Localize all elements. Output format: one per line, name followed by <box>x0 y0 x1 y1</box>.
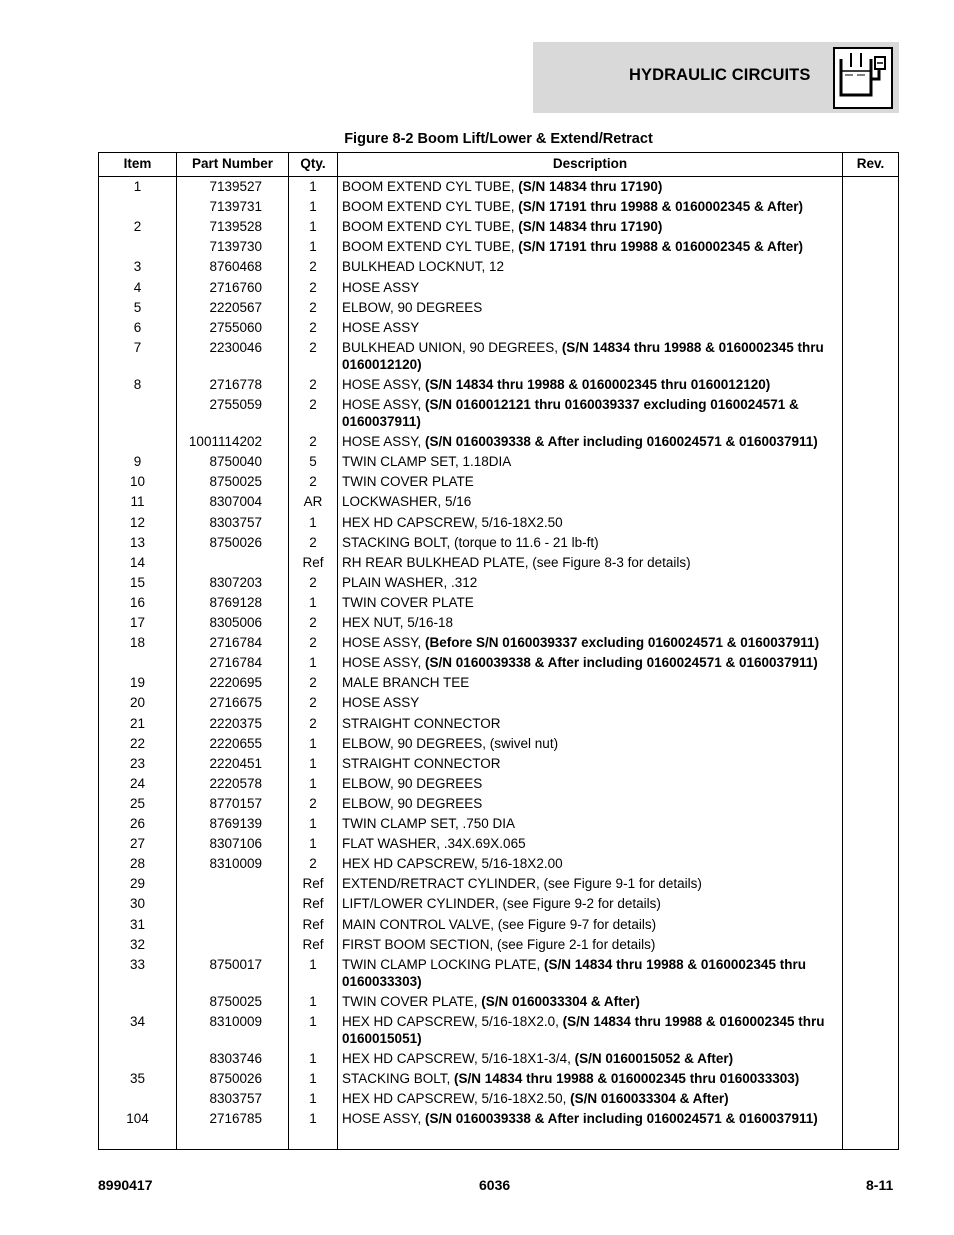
quantity: AR <box>303 494 323 510</box>
item-number: 35 <box>129 1071 146 1087</box>
description <box>342 299 840 316</box>
description-text: HOSE ASSY <box>342 695 420 711</box>
quantity: 1 <box>309 239 317 255</box>
description-text: STRAIGHT CONNECTOR <box>342 715 501 731</box>
description-text: HEX HD CAPSCREW, 5/16-18X2.50, <box>342 1091 571 1107</box>
item-number: 25 <box>129 795 146 811</box>
footer-document-number: 8990417 <box>98 1177 153 1193</box>
description-text: HEX HD CAPSCREW, 5/16-18X2.0, <box>342 1013 563 1029</box>
description-text: FLAT WASHER, .34X.69X.065 <box>342 836 526 852</box>
table-row <box>99 376 898 396</box>
description <box>342 198 840 215</box>
description <box>342 574 840 591</box>
description-text: ELBOW, 90 DEGREES <box>342 795 483 811</box>
description-text: STRAIGHT CONNECTOR <box>342 755 501 771</box>
item-number: 18 <box>129 635 146 651</box>
description <box>342 614 840 631</box>
description-text: LOCKWASHER, 5/16 <box>342 494 472 510</box>
description-text: BULKHEAD LOCKNUT, 12 <box>342 259 505 275</box>
item-number: 104 <box>126 1111 149 1127</box>
column-header-description: Description <box>552 156 628 171</box>
table-row <box>99 795 898 815</box>
quantity: 1 <box>309 179 317 194</box>
column-header-rev: Rev. <box>856 156 885 171</box>
description-text: HOSE ASSY <box>342 279 420 295</box>
part-number: 2716784 <box>209 635 262 651</box>
item-number: 14 <box>129 554 146 570</box>
serial-range: (S/N 0160039338 & After including 0160024571 & 0160037911) <box>425 434 818 450</box>
description-text: HOSE ASSY, <box>342 635 426 651</box>
quantity: Ref <box>302 876 324 892</box>
description <box>342 916 840 933</box>
description <box>342 715 840 732</box>
table-row <box>99 299 898 319</box>
table-row <box>99 835 898 855</box>
description <box>342 674 840 691</box>
description <box>342 433 840 450</box>
footer-page-number: 8-11 <box>866 1177 894 1193</box>
description <box>342 634 840 651</box>
part-number: 2220578 <box>209 775 262 791</box>
table-row <box>99 815 898 835</box>
description <box>342 1090 840 1107</box>
description <box>342 453 840 470</box>
quantity: 1 <box>309 836 317 852</box>
description-text: HOSE ASSY <box>342 319 420 335</box>
quantity: 2 <box>309 534 317 550</box>
serial-range: (S/N 14834 thru 19988 & 0160002345 thru 0160012120) <box>425 376 771 392</box>
serial-range: (S/N 0160039338 & After including 0160024571 & 0160037911) <box>425 655 818 671</box>
description-text: BOOM EXTEND CYL TUBE, <box>342 179 519 194</box>
table-row <box>99 258 898 278</box>
serial-range: (S/N 0160015052 & After) <box>574 1051 734 1066</box>
description <box>342 493 840 510</box>
table-row <box>99 654 898 674</box>
part-number: 8307106 <box>209 836 262 852</box>
quantity: Ref <box>302 936 324 952</box>
description-text: HEX NUT, 5/16-18 <box>342 615 454 630</box>
item-number: 2 <box>133 219 142 235</box>
description-text: TWIN CLAMP SET, 1.18DIA <box>342 454 512 470</box>
part-number: 8750026 <box>209 534 262 550</box>
table-row <box>99 916 898 936</box>
description <box>342 755 840 772</box>
serial-range: (S/N 0160033304 & After) <box>481 993 640 1009</box>
item-number: 31 <box>129 916 146 932</box>
table-row <box>99 674 898 694</box>
description <box>342 1050 840 1067</box>
part-number: 2716760 <box>209 279 262 295</box>
part-number: 8760468 <box>209 259 262 275</box>
item-number: 30 <box>129 896 146 912</box>
section-header <box>533 42 899 113</box>
serial-range: (Before S/N 0160039337 excluding 0160024571 & 0160037911) <box>425 635 820 651</box>
footer-model: 6036 <box>479 1177 511 1193</box>
description <box>342 1110 840 1127</box>
table-row <box>99 694 898 714</box>
description <box>342 956 840 990</box>
table-row <box>99 1090 898 1110</box>
item-number: 6 <box>133 319 142 335</box>
item-number: 23 <box>129 755 146 771</box>
description <box>342 936 840 953</box>
serial-range: (S/N 14834 thru 19988 & 0160002345 thru 0160033303) <box>454 1071 800 1087</box>
item-number: 5 <box>133 299 142 315</box>
quantity: 2 <box>309 259 317 275</box>
description-text: BOOM EXTEND CYL TUBE, <box>342 239 519 255</box>
description <box>342 735 840 752</box>
part-number: 8750026 <box>209 1071 262 1087</box>
description-text: MAIN CONTROL VALVE, (see Figure 9-7 for details) <box>342 916 657 932</box>
quantity: Ref <box>302 554 324 570</box>
table-row <box>99 855 898 875</box>
description <box>342 376 840 393</box>
description <box>342 795 840 812</box>
part-number: 7139730 <box>209 239 262 255</box>
quantity: 1 <box>309 1071 317 1087</box>
column-header-item: Item <box>123 156 152 171</box>
item-number: 26 <box>129 816 146 831</box>
table-row <box>99 956 898 993</box>
item-number: 21 <box>129 715 146 731</box>
part-number: 8310009 <box>209 856 262 872</box>
description <box>342 218 840 235</box>
quantity: 2 <box>309 675 317 691</box>
quantity: 1 <box>309 993 317 1009</box>
description-text: RH REAR BULKHEAD PLATE, (see Figure 8-3 for details) <box>342 554 691 570</box>
description <box>342 654 840 671</box>
quantity: 1 <box>309 816 317 831</box>
part-number: 1001114202 <box>188 434 262 450</box>
part-number: 7139528 <box>209 219 262 235</box>
quantity: Ref <box>302 916 324 932</box>
quantity: 2 <box>309 319 317 335</box>
section-title: HYDRAULIC CIRCUITS <box>629 66 811 84</box>
part-number: 8750025 <box>209 474 262 490</box>
table-row <box>99 493 898 513</box>
part-number: 7139527 <box>209 179 262 194</box>
description <box>342 594 840 611</box>
description-text: STACKING BOLT, <box>342 1071 455 1087</box>
part-number: 7139731 <box>209 199 262 215</box>
item-number: 20 <box>129 695 146 711</box>
column-header-qty: Qty. <box>300 156 326 171</box>
quantity: 2 <box>309 856 317 872</box>
table-row <box>99 715 898 735</box>
description-text: TWIN CLAMP LOCKING PLATE, <box>342 956 545 972</box>
quantity: 5 <box>309 454 317 470</box>
quantity: 2 <box>309 574 317 590</box>
part-number: 8750017 <box>209 956 262 972</box>
part-number: 8750040 <box>209 454 262 470</box>
part-number: 2220655 <box>209 735 262 751</box>
quantity: 2 <box>309 615 317 630</box>
description-text: LIFT/LOWER CYLINDER, (see Figure 9-2 for details) <box>342 896 661 912</box>
table-row <box>99 1050 898 1070</box>
table-row <box>99 198 898 218</box>
quantity: 1 <box>309 1051 317 1066</box>
quantity: 2 <box>309 376 317 392</box>
quantity: 1 <box>309 594 317 610</box>
description <box>342 514 840 531</box>
description <box>342 279 840 296</box>
description-text: TWIN COVER PLATE, <box>342 993 482 1009</box>
item-number: 32 <box>129 936 146 952</box>
table-row <box>99 433 898 453</box>
part-number: 2716778 <box>209 376 262 392</box>
part-number: 2755060 <box>209 319 262 335</box>
description <box>342 534 840 551</box>
description-text: ELBOW, 90 DEGREES <box>342 299 483 315</box>
part-number: 8303757 <box>209 1091 262 1107</box>
serial-range: (S/N 0160033304 & After) <box>570 1091 729 1107</box>
quantity: 1 <box>309 755 317 771</box>
description <box>342 339 840 373</box>
table-row <box>99 594 898 614</box>
item-number: 17 <box>129 615 146 630</box>
table-row <box>99 574 898 594</box>
serial-range: (S/N 0160012121 thru 0160039337 excluding 0160024571 & 0160037911) <box>342 397 799 429</box>
description-text: HEX HD CAPSCREW, 5/16-18X1-3/4, <box>342 1051 575 1066</box>
quantity: 1 <box>309 735 317 751</box>
description <box>342 1013 840 1047</box>
part-number: 2220451 <box>209 755 262 771</box>
description-text: ELBOW, 90 DEGREES, (swivel nut) <box>342 735 559 751</box>
table-row <box>99 936 898 956</box>
item-number: 4 <box>133 279 142 295</box>
table-row <box>99 319 898 339</box>
quantity: 1 <box>309 199 317 215</box>
serial-range: (S/N 14834 thru 19988 & 0160002345 thru 0160033303) <box>342 956 806 989</box>
part-number: 8750025 <box>209 993 262 1009</box>
item-number: 28 <box>129 856 146 872</box>
quantity: 1 <box>309 514 317 530</box>
table-row <box>99 339 898 376</box>
part-number: 8770157 <box>209 795 262 811</box>
table-row <box>99 218 898 238</box>
part-number: 2220375 <box>209 715 262 731</box>
description-text: HOSE ASSY, <box>342 434 426 450</box>
description <box>342 815 840 832</box>
description-text: BOOM EXTEND CYL TUBE, <box>342 219 519 235</box>
quantity: 1 <box>309 956 317 972</box>
description-text: HOSE ASSY, <box>342 397 426 412</box>
part-number: 8303746 <box>209 1051 262 1066</box>
table-row <box>99 755 898 775</box>
part-number: 8769139 <box>209 816 262 831</box>
quantity: 2 <box>309 434 317 450</box>
quantity: 1 <box>309 775 317 791</box>
column-header-part-number: Part Number <box>191 156 274 171</box>
table-row <box>99 614 898 634</box>
part-number: 2755059 <box>209 397 262 412</box>
serial-range: (S/N 0160039338 & After including 0160024571 & 0160037911) <box>425 1111 818 1127</box>
serial-range: (S/N 17191 thru 19988 & 0160002345 & After) <box>518 239 803 255</box>
description-text: HEX HD CAPSCREW, 5/16-18X2.50 <box>342 514 563 530</box>
item-number: 13 <box>129 534 146 550</box>
description-text: STACKING BOLT, (torque to 11.6 - 21 lb-ft) <box>342 534 599 550</box>
description-text: PLAIN WASHER, .312 <box>342 574 478 590</box>
item-number: 27 <box>129 836 146 852</box>
item-number: 1 <box>133 179 142 194</box>
part-number: 2716785 <box>209 1111 262 1127</box>
item-number: 15 <box>129 574 146 590</box>
description-text: BULKHEAD UNION, 90 DEGREES, <box>342 339 562 355</box>
description <box>342 694 840 711</box>
quantity: 2 <box>309 635 317 651</box>
table-row <box>99 178 898 198</box>
description <box>342 319 840 336</box>
quantity: 2 <box>309 279 317 295</box>
item-number: 16 <box>129 594 146 610</box>
quantity: 2 <box>309 474 317 490</box>
part-number: 2220567 <box>209 299 262 315</box>
part-number: 2716784 <box>209 655 262 671</box>
quantity: 2 <box>309 695 317 711</box>
description <box>342 396 840 430</box>
quantity: 1 <box>309 655 317 671</box>
serial-range: (S/N 14834 thru 17190) <box>518 219 663 235</box>
description <box>342 473 840 490</box>
quantity: 2 <box>309 715 317 731</box>
table-row <box>99 875 898 895</box>
item-number: 34 <box>129 1013 146 1029</box>
item-number: 22 <box>129 735 146 751</box>
part-number: 8310009 <box>209 1013 262 1029</box>
description-text: TWIN COVER PLATE <box>342 594 474 610</box>
table-row <box>99 534 898 554</box>
description <box>342 258 840 275</box>
table-row <box>99 514 898 534</box>
item-number: 33 <box>129 956 146 972</box>
quantity: 2 <box>309 795 317 811</box>
description <box>342 835 840 852</box>
parts-table <box>98 152 899 1150</box>
part-number: 8307203 <box>209 574 262 590</box>
item-number: 9 <box>133 454 142 470</box>
table-row <box>99 453 898 473</box>
serial-range: (S/N 14834 thru 19988 & 0160002345 thru 0160012120) <box>342 339 824 372</box>
quantity: 1 <box>309 219 317 235</box>
part-number: 2220695 <box>209 675 262 691</box>
description <box>342 178 840 195</box>
item-number: 29 <box>129 876 146 892</box>
description-text: TWIN COVER PLATE <box>342 474 474 490</box>
part-number: 8305006 <box>209 615 262 630</box>
description <box>342 855 840 872</box>
item-number: 11 <box>130 494 145 510</box>
quantity: 1 <box>309 1013 317 1029</box>
part-number: 2230046 <box>209 339 262 355</box>
description-text: HOSE ASSY, <box>342 376 426 392</box>
description <box>342 875 840 892</box>
table-row <box>99 895 898 915</box>
description <box>342 993 840 1010</box>
item-number: 7 <box>133 339 142 355</box>
description <box>342 554 840 571</box>
quantity: 1 <box>309 1091 317 1107</box>
part-number: 8769128 <box>209 594 262 610</box>
description-text: HOSE ASSY, <box>342 1111 426 1127</box>
description-text: BOOM EXTEND CYL TUBE, <box>342 199 519 215</box>
quantity: Ref <box>302 896 324 912</box>
figure-title: Figure 8-2 Boom Lift/Lower & Extend/Retract <box>344 131 653 147</box>
description <box>342 775 840 792</box>
description-text: ELBOW, 90 DEGREES <box>342 775 483 791</box>
serial-range: (S/N 14834 thru 19988 & 0160002345 thru 0160015051) <box>342 1013 825 1046</box>
table-row <box>99 473 898 493</box>
table-row <box>99 554 898 574</box>
description <box>342 895 840 912</box>
table-row <box>99 396 898 433</box>
table-row <box>99 279 898 299</box>
part-number: 8307004 <box>209 494 262 510</box>
description-text: MALE BRANCH TEE <box>342 675 470 691</box>
description-text: EXTEND/RETRACT CYLINDER, (see Figure 9-1 for details) <box>342 876 702 892</box>
serial-range: (S/N 17191 thru 19988 & 0160002345 & After) <box>518 199 803 215</box>
part-number: 8303757 <box>209 514 262 530</box>
hydraulic-reservoir-icon <box>833 47 893 109</box>
quantity: 2 <box>309 397 317 412</box>
table-row <box>99 634 898 654</box>
description-text: FIRST BOOM SECTION, (see Figure 2-1 for details) <box>342 936 656 952</box>
item-number: 8 <box>133 376 142 392</box>
description-text: TWIN CLAMP SET, .750 DIA <box>342 816 516 831</box>
quantity: 2 <box>309 299 317 315</box>
description <box>342 1070 840 1087</box>
item-number: 19 <box>129 675 146 691</box>
table-row <box>99 1013 898 1050</box>
header-divider <box>99 176 898 177</box>
item-number: 12 <box>129 514 146 530</box>
table-row <box>99 775 898 795</box>
table-row <box>99 735 898 755</box>
item-number: 10 <box>129 474 146 490</box>
item-number: 24 <box>129 775 146 791</box>
table-row <box>99 993 898 1013</box>
quantity: 2 <box>309 339 317 355</box>
quantity: 1 <box>309 1111 317 1127</box>
description-text: HEX HD CAPSCREW, 5/16-18X2.00 <box>342 856 563 872</box>
serial-range: (S/N 14834 thru 17190) <box>518 179 663 194</box>
table-row <box>99 1110 898 1130</box>
item-number: 3 <box>133 259 142 275</box>
description <box>342 238 840 255</box>
description-text: HOSE ASSY, <box>342 655 426 671</box>
table-row <box>99 238 898 258</box>
table-row <box>99 1070 898 1090</box>
part-number: 2716675 <box>209 695 262 711</box>
